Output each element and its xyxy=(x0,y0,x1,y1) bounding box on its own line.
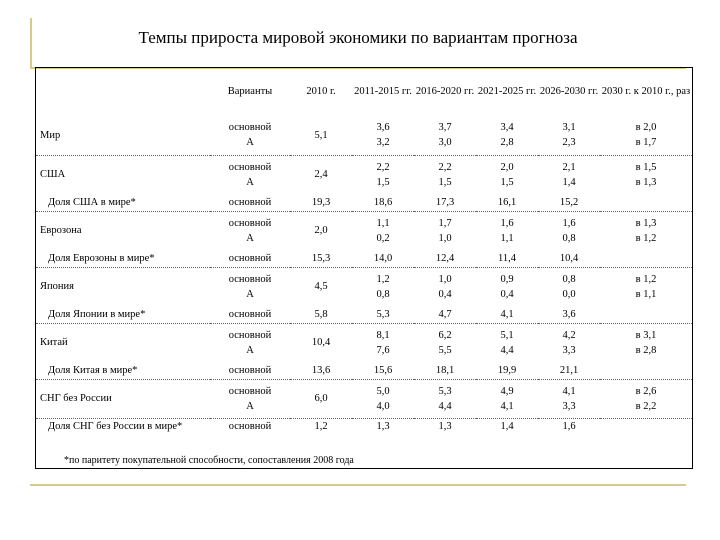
header-empty xyxy=(36,68,210,116)
period-cell xyxy=(538,323,600,362)
period-cell-value: 2,3 xyxy=(562,137,576,149)
header-2016-2020: 2016-2020 гг. xyxy=(415,86,475,97)
period-cell xyxy=(476,323,538,362)
period-cell: 14,0 xyxy=(352,250,414,267)
period-cell-value: 3,3 xyxy=(562,344,576,356)
period-cell-value: 2,0 xyxy=(500,161,514,173)
period-cell xyxy=(414,379,476,418)
period-cell-value: 0,8 xyxy=(562,232,576,244)
period-cell: 3,6 xyxy=(538,306,600,323)
period-cell xyxy=(476,379,538,418)
period-cell xyxy=(538,379,600,418)
period-cell-value: 6,2 xyxy=(438,329,452,341)
period-cell: 12,4 xyxy=(414,250,476,267)
period-cell xyxy=(476,211,538,250)
period-cell-value: 0,2 xyxy=(376,232,390,244)
header-variants: Варианты xyxy=(227,86,273,97)
ratio-cell xyxy=(600,155,692,194)
variant-cell-value: А xyxy=(246,232,254,244)
table-row xyxy=(36,116,692,155)
share-row-label: Доля СНГ без России в мире* xyxy=(48,421,183,433)
row-label: Китай xyxy=(40,337,68,349)
period-cell: 1,4 xyxy=(500,421,514,433)
ratio-cell xyxy=(600,211,692,250)
period-cell-value: 1,1 xyxy=(376,217,390,229)
row-label: СНГ без России xyxy=(36,379,210,418)
period-cell: 19,9 xyxy=(476,362,538,379)
period-cell-value: 2,8 xyxy=(500,137,514,149)
variant-cell-value: основной xyxy=(228,329,272,341)
row-label: США xyxy=(40,169,66,181)
ratio-cell xyxy=(600,116,692,155)
period-cell-value: 0,4 xyxy=(500,288,514,300)
period-cell-value: 4,9 xyxy=(500,385,514,397)
period-cell: 10,4 xyxy=(538,250,600,267)
variant-cell-value: основной xyxy=(228,385,272,397)
ratio-cell xyxy=(600,250,692,267)
variant-cell-value: основной xyxy=(228,161,272,173)
period-cell: 11,4 xyxy=(476,250,538,267)
period-cell-value: 0,0 xyxy=(562,288,576,300)
variant-cell xyxy=(210,267,290,306)
period-cell xyxy=(414,323,476,362)
value-2010: 2,4 xyxy=(314,169,328,181)
ratio-cell-value: в 2,0 xyxy=(635,122,657,134)
variant-cell: основной xyxy=(228,421,272,433)
value-2010: 5,1 xyxy=(290,116,352,155)
table-row xyxy=(36,250,692,267)
ratio-cell xyxy=(600,418,692,435)
period-cell-value: 1,5 xyxy=(438,176,452,188)
table-row xyxy=(36,267,692,306)
ratio-cell-value: в 1,3 xyxy=(635,176,657,188)
ratio-cell-value: в 2,8 xyxy=(635,344,657,356)
period-cell xyxy=(414,116,476,155)
period-cell-value: 0,8 xyxy=(562,273,576,285)
period-cell-value: 4,1 xyxy=(500,400,514,412)
share-row-label: Доля Японии в мире* xyxy=(36,306,210,323)
ratio-cell-value: в 3,1 xyxy=(635,329,657,341)
period-cell-value: 4,2 xyxy=(562,329,576,341)
value-2010: 19,3 xyxy=(290,194,352,211)
period-cell-value: 3,6 xyxy=(376,122,390,134)
table-row xyxy=(36,155,692,194)
ratio-cell-value: в 1,5 xyxy=(635,161,657,173)
ratio-cell xyxy=(600,306,692,323)
period-cell xyxy=(538,267,600,306)
header-2026-2030: 2026-2030 гг. xyxy=(539,86,599,97)
table-row xyxy=(36,379,692,418)
header-2011-2015: 2011-2015 гг. xyxy=(354,86,412,97)
period-cell-value: 5,5 xyxy=(438,344,452,356)
period-cell: 18,6 xyxy=(352,194,414,211)
period-cell-value: 0,9 xyxy=(500,273,514,285)
period-cell-value: 1,7 xyxy=(438,217,452,229)
period-cell xyxy=(476,155,538,194)
ratio-cell-value: в 1,3 xyxy=(635,217,657,229)
variant-cell-value: основной xyxy=(228,273,272,285)
ratio-cell xyxy=(600,194,692,211)
period-cell: 1,3 xyxy=(438,421,452,433)
header-2021-2025: 2021-2025 гг. xyxy=(477,86,537,97)
variant-cell-value: основной xyxy=(228,217,272,229)
header-2010: 2010 г. xyxy=(306,86,336,97)
period-cell-value: 1,5 xyxy=(500,176,514,188)
variant-cell-value: А xyxy=(246,400,254,412)
value-2010: 10,4 xyxy=(311,337,331,349)
variant-cell xyxy=(210,379,290,418)
period-cell-value: 4,0 xyxy=(376,400,390,412)
value-2010: 6,0 xyxy=(290,379,352,418)
period-cell-value: 5,3 xyxy=(438,385,452,397)
period-cell: 1,3 xyxy=(376,421,390,433)
period-cell-value: 2,2 xyxy=(376,161,390,173)
period-cell-value: 4,4 xyxy=(438,400,452,412)
period-cell xyxy=(414,155,476,194)
period-cell xyxy=(352,267,414,306)
ratio-cell-value: в 1,7 xyxy=(635,137,657,149)
period-cell-value: 3,2 xyxy=(376,137,390,149)
period-cell: 16,1 xyxy=(476,194,538,211)
ratio-cell-value: в 1,2 xyxy=(635,232,657,244)
variant-cell: основной xyxy=(210,250,290,267)
period-cell xyxy=(414,267,476,306)
period-cell xyxy=(538,211,600,250)
value-2010: 15,3 xyxy=(290,250,352,267)
variant-cell-value: А xyxy=(246,288,254,300)
period-cell-value: 4,4 xyxy=(500,344,514,356)
table-row xyxy=(36,362,692,379)
footnote: *по паритету покупательной способности, сопоставления 2008 года xyxy=(64,455,354,466)
period-cell-value: 0,8 xyxy=(376,288,390,300)
period-cell xyxy=(352,211,414,250)
period-cell-value: 1,0 xyxy=(438,273,452,285)
period-cell: 18,1 xyxy=(414,362,476,379)
row-label: Япония xyxy=(40,281,74,293)
period-cell: 4,7 xyxy=(414,306,476,323)
ratio-cell xyxy=(600,379,692,418)
forecast-table xyxy=(36,68,692,435)
period-cell-value: 1,2 xyxy=(376,273,390,285)
period-cell-value: 1,0 xyxy=(438,232,452,244)
period-cell-value: 1,6 xyxy=(562,217,576,229)
period-cell: 15,6 xyxy=(352,362,414,379)
header-ratio: 2030 г. к 2010 г., раз xyxy=(601,86,691,97)
value-2010: 13,6 xyxy=(290,362,352,379)
period-cell-value: 5,0 xyxy=(376,385,390,397)
ratio-cell-value: в 2,2 xyxy=(635,400,657,412)
period-cell xyxy=(538,116,600,155)
period-cell: 21,1 xyxy=(538,362,600,379)
variant-cell: основной xyxy=(210,362,290,379)
period-cell-value: 3,7 xyxy=(438,122,452,134)
period-cell: 1,6 xyxy=(562,421,576,433)
period-cell-value: 3,4 xyxy=(500,122,514,134)
row-label: Еврозона xyxy=(40,225,82,237)
value-2010: 2,0 xyxy=(314,225,328,237)
period-cell: 15,2 xyxy=(538,194,600,211)
period-cell xyxy=(476,116,538,155)
table-row xyxy=(36,211,692,250)
ratio-cell xyxy=(600,267,692,306)
period-cell: 5,3 xyxy=(352,306,414,323)
period-cell-value: 5,1 xyxy=(500,329,514,341)
period-cell: 4,1 xyxy=(476,306,538,323)
table-row xyxy=(36,323,692,362)
period-cell xyxy=(538,155,600,194)
period-cell-value: 1,6 xyxy=(500,217,514,229)
variant-cell-value: основной xyxy=(228,122,272,134)
slide-title: Темпы прироста мировой экономики по вариантам прогноза xyxy=(138,28,578,47)
row-label: Мир xyxy=(36,116,210,155)
ratio-cell-value: в 1,2 xyxy=(635,273,657,285)
period-cell-value: 0,4 xyxy=(438,288,452,300)
variant-cell-value: А xyxy=(246,344,254,356)
table-row xyxy=(36,306,692,323)
period-cell-value: 2,2 xyxy=(438,161,452,173)
period-cell-value: 7,6 xyxy=(376,344,390,356)
period-cell-value: 1,1 xyxy=(500,232,514,244)
period-cell xyxy=(352,155,414,194)
variant-cell xyxy=(210,155,290,194)
variant-cell-value: А xyxy=(246,137,254,149)
period-cell-value: 3,3 xyxy=(562,400,576,412)
period-cell-value: 1,4 xyxy=(562,176,576,188)
period-cell-value: 3,1 xyxy=(562,122,576,134)
variant-cell: основной xyxy=(210,306,290,323)
share-row-label: Доля Еврозоны в мире* xyxy=(36,250,210,267)
ratio-cell xyxy=(600,323,692,362)
period-cell-value: 2,1 xyxy=(562,161,576,173)
period-cell xyxy=(414,211,476,250)
decorative-bottom-line xyxy=(30,484,686,486)
period-cell xyxy=(352,323,414,362)
period-cell xyxy=(476,267,538,306)
table-row xyxy=(36,418,692,435)
header-row xyxy=(36,68,692,116)
period-cell-value: 3,0 xyxy=(438,137,452,149)
variant-cell xyxy=(210,323,290,362)
period-cell: 17,3 xyxy=(414,194,476,211)
share-row-label: Доля Китая в мире* xyxy=(36,362,210,379)
ratio-cell-value: в 1,1 xyxy=(635,288,657,300)
period-cell-value: 4,1 xyxy=(562,385,576,397)
variant-cell-value: А xyxy=(246,176,254,188)
period-cell-value: 1,5 xyxy=(376,176,390,188)
period-cell xyxy=(352,116,414,155)
table-row xyxy=(36,194,692,211)
value-2010: 1,2 xyxy=(314,421,328,433)
period-cell xyxy=(352,379,414,418)
value-2010: 5,8 xyxy=(290,306,352,323)
variant-cell xyxy=(210,211,290,250)
ratio-cell xyxy=(600,362,692,379)
variant-cell xyxy=(210,116,290,155)
variant-cell: основной xyxy=(210,194,290,211)
ratio-cell-value: в 2,6 xyxy=(635,385,657,397)
period-cell-value: 8,1 xyxy=(376,329,390,341)
share-row-label: Доля США в мире* xyxy=(36,194,210,211)
value-2010: 4,5 xyxy=(314,281,328,293)
